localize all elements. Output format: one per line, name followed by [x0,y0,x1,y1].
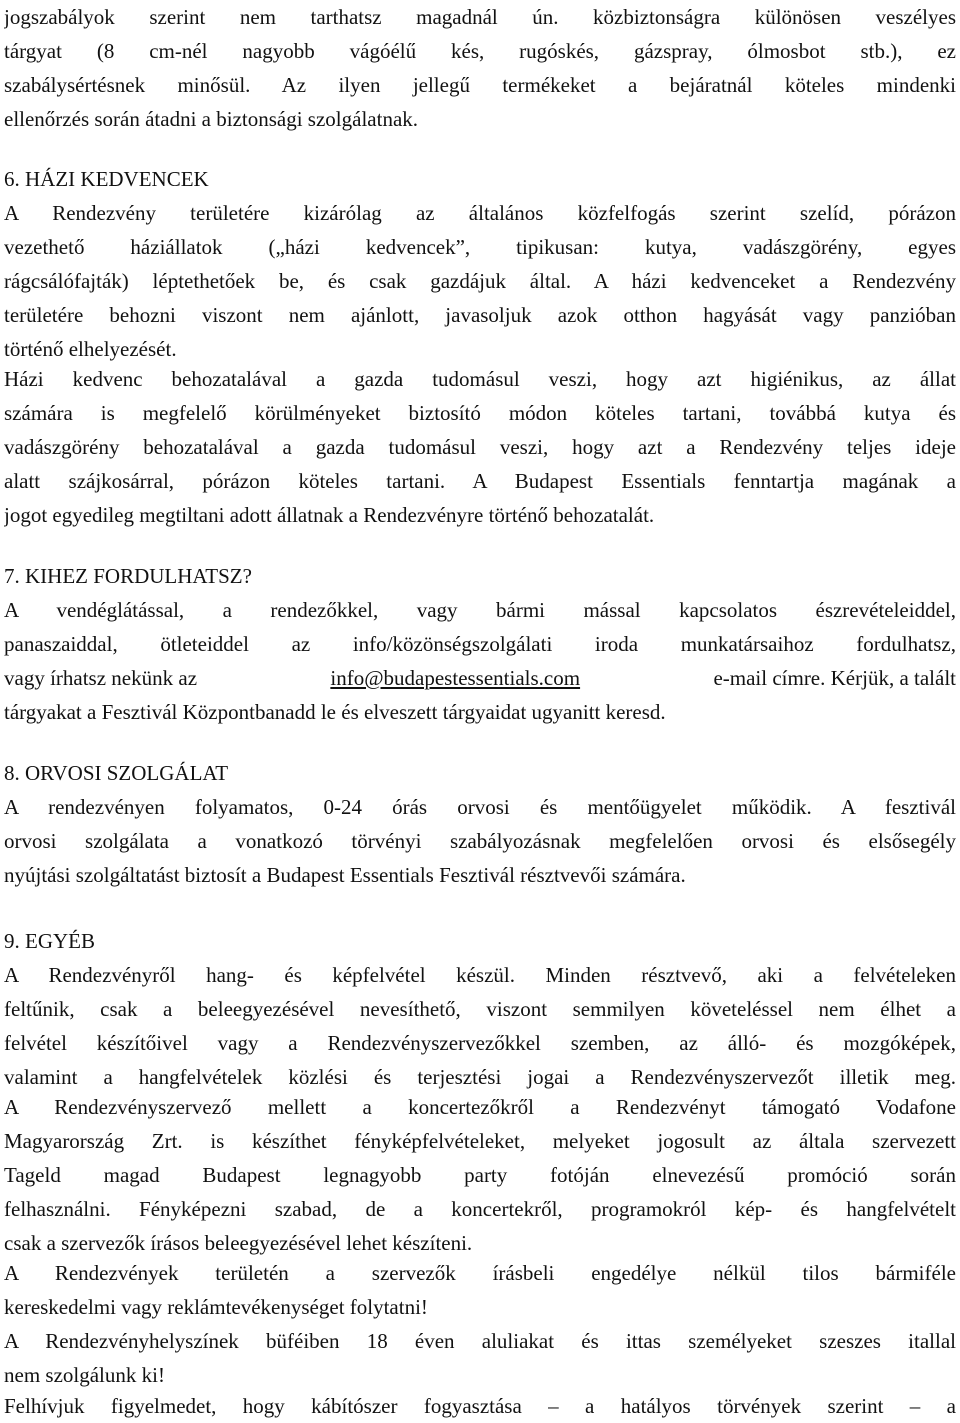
section-7-line-3-prefix: vagy írhatsz nekünk az [4,666,203,690]
section-8-line-3: nyújtási szolgáltatást biztosít a Budapest Essentials Fesztivál résztvevői számára. [4,863,686,887]
section-9-line-1: A Rendezvényről hang- és képfelvétel készül. Minden résztvevő, aki a felvételeken [4,963,956,987]
section-9-line-8: felhasználni. Fényképezni szabad, de a koncertekről, programokról kép- és hangfelvételt [4,1197,956,1221]
section-9-line-3: felvétel készítőivel vagy a Rendezvényszervezőkkel szemben, az álló- és mozgóképek, [4,1031,956,1055]
section-6-line-2: vezethető háziállatok („házi kedvencek”, tipikusan: kutya, vadászgörény, egyes [4,235,956,259]
section-8-line-2: orvosi szolgálata a vonatkozó törvényi szabályozásnak megfelelően orvosi és elsősegély [4,829,956,853]
section-9-line-6: Magyarország Zrt. is készíthet fényképfelvételeket, melyeket jogosult az általa szervezett [4,1129,956,1153]
section-6-line-8: vadászgörény behozatalával a gazda tudomásul veszi, hogy azt a Rendezvény teljes ideje [4,435,956,459]
intro-line-2: tárgyat (8 cm-nél nagyobb vágóélű kés, rugóskés, gázspray, ólmosbot stb.), ez [4,39,956,63]
section-9-line-7: Tageld magad Budapest legnagyobb party fotóján elnevezésű promóció során [4,1163,956,1187]
section-9-line-10: A Rendezvények területén a szervezők írásbeli engedélye nélkül tilos bármiféle [4,1261,956,1285]
section-9-heading: 9. EGYÉB [4,929,95,953]
section-7-line-2: panaszaiddal, ötleteiddel az info/közönségszolgálati iroda munkatársaihoz fordulhatsz, [4,632,956,656]
section-6-line-7: számára is megfelelő körülményeket biztosító módon köteles tartani, továbbá kutya és [4,401,956,425]
email-link[interactable]: info@budapestessentials.com [330,666,581,690]
section-7-line-1: A vendéglátással, a rendezőkkel, vagy bármi mással kapcsolatos észrevételeiddel, [4,598,956,622]
section-6-line-4: területére behozni viszont nem ajánlott, javasoljuk azok otthon hagyását vagy panzióban [4,303,956,327]
section-9-line-2: feltűnik, csak a beleegyezésével nevesíthető, viszont semmilyen követeléssel nem élhet a [4,997,956,1021]
section-6-line-5: történő elhelyezését. [4,337,177,361]
intro-line-1: jogszabályok szerint nem tarthatsz magadnál ún. közbiztonságra különösen veszélyes [4,5,956,29]
section-6-line-6: Házi kedvenc behozatalával a gazda tudomásul veszi, hogy azt higiénikus, az állat [4,367,956,391]
section-9-line-4: valamint a hangfelvételek közlési és terjesztési jogai a Rendezvényszervezőt illetik meg. [4,1065,956,1089]
section-9-line-14: Felhívjuk figyelmedet, hogy kábítószer fogyasztása – a hatályos törvények szerint – a [4,1394,956,1418]
section-6-line-10: jogot egyedileg megtiltani adott állatnak a Rendezvényre történő behozatalát. [4,503,655,527]
intro-line-3: szabálysértésnek minősül. Az ilyen jellegű termékeket a bejáratnál köteles mindenki [4,73,956,97]
section-6-heading: 6. HÁZI KEDVENCEK [4,167,209,191]
section-8-line-1: A rendezvényen folyamatos, 0-24 órás orvosi és mentőügyelet működik. A fesztivál [4,795,956,819]
section-9-line-12: A Rendezvényhelyszínek büféiben 18 éven aluliakat és ittas személyeket szeszes itallal [4,1329,956,1353]
section-8-heading: 8. ORVOSI SZOLGÁLAT [4,761,229,785]
section-6-line-9: alatt szájkosárral, pórázon köteles tartani. A Budapest Essentials fenntartja magának a [4,469,956,493]
intro-line-4: ellenőrzés során átadni a biztonsági szolgálatnak. [4,107,419,131]
section-9-line-9: csak a szervezők írásos beleegyezésével lehet készíteni. [4,1231,473,1255]
section-6-line-1: A Rendezvény területére kizárólag az általános közfelfogás szerint szelíd, pórázon [4,201,956,225]
section-7-line-3 [4,661,956,695]
section-7-heading: 7. KIHEZ FORDULHATSZ? [4,564,252,588]
section-9-line-5: A Rendezvényszervező mellett a koncertezőkről a Rendezvényt támogató Vodafone [4,1095,956,1119]
section-7-line-4: tárgyakat a Fesztivál Központbanadd le és elveszett tárgyaidat ugyanitt keresd. [4,700,666,724]
section-7-line-3-suffix: e-mail címre. Kérjük, a talált [708,666,956,690]
section-9-line-13: nem szolgálunk ki! [4,1363,165,1387]
section-6-line-3: rágcsálófajták) léptethetőek be, és csak gazdájuk által. A házi kedvenceket a Rendezvény [4,269,956,293]
section-9-line-11: kereskedelmi vagy reklámtevékenységet folytatni! [4,1295,428,1319]
